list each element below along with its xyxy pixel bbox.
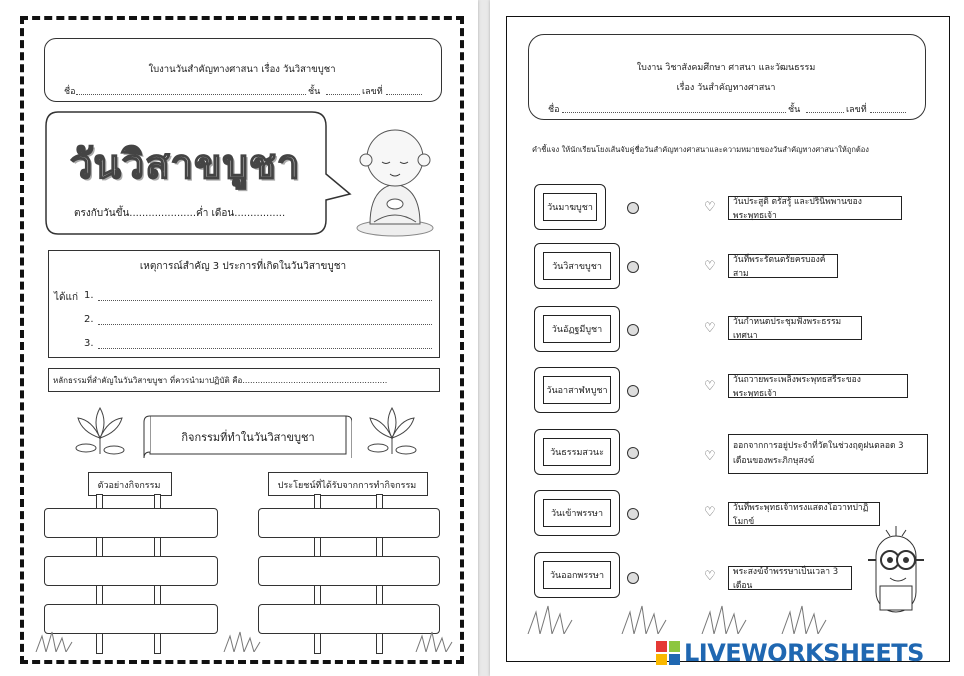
day-item[interactable] xyxy=(534,429,620,475)
heart-icon[interactable]: ♡ xyxy=(704,505,716,520)
match-dot-left[interactable] xyxy=(627,324,639,336)
benefit-answer-box[interactable] xyxy=(258,508,440,538)
number-field[interactable] xyxy=(870,112,906,113)
heart-icon[interactable]: ♡ xyxy=(704,379,716,394)
header-title-2: เรื่อง วันสำคัญทางศาสนา xyxy=(676,83,776,93)
day-item[interactable] xyxy=(534,306,620,352)
grass-icon xyxy=(526,604,574,634)
grass-icon xyxy=(414,630,454,652)
banner-title: วันวิสาขบูชา xyxy=(70,142,301,188)
lotus-icon xyxy=(72,404,128,456)
lotus-icon xyxy=(364,404,420,456)
day-item[interactable] xyxy=(534,367,620,413)
meaning-box[interactable]: ออกจากการอยู่ประจำที่วัดในช่วงฤดูฝนตลอด 3 เดือนของพระภิกษุสงฆ์ xyxy=(728,434,928,474)
match-dot-left[interactable] xyxy=(627,385,639,397)
col1-header: ตัวอย่างกิจกรรม xyxy=(97,481,161,491)
match-dot-left[interactable] xyxy=(627,572,639,584)
principle-line[interactable]: หลักธรรมที่สำคัญในวันวิสาขบูชา ที่ควรนำมาปฏิบัติ คือ......................................................... xyxy=(53,376,388,385)
class-label: ชั้น xyxy=(308,87,321,97)
day-label: วันธรรมสวนะ xyxy=(543,438,611,466)
logo-icon xyxy=(656,641,680,665)
day-item[interactable] xyxy=(534,490,620,536)
activity-answer-box[interactable] xyxy=(44,556,218,586)
activity-answer-box[interactable] xyxy=(44,508,218,538)
event-number: 3. xyxy=(84,338,94,349)
class-field[interactable] xyxy=(326,94,360,95)
event-line[interactable] xyxy=(98,324,432,325)
header-title: ใบงานวันสำคัญทางศาสนา เรื่อง วันวิสาขบูชา xyxy=(148,64,336,75)
heart-icon[interactable]: ♡ xyxy=(704,449,716,464)
event-line[interactable] xyxy=(98,300,432,301)
watermark-text: LIVEWORKSHEETS xyxy=(684,639,924,667)
worksheet-page-right xyxy=(490,0,964,676)
events-lead: ได้แก่ xyxy=(54,292,79,303)
match-dot-left[interactable] xyxy=(627,447,639,459)
day-label: วันเข้าพรรษา xyxy=(543,499,611,527)
meaning-box[interactable]: วันถวายพระเพลิงพระพุทธสรีระของพระพุทธเจ้า xyxy=(728,374,908,398)
event-line[interactable] xyxy=(98,348,432,349)
benefit-answer-box[interactable] xyxy=(258,556,440,586)
monk-illustration xyxy=(350,112,440,238)
events-title: เหตุการณ์สำคัญ 3 ประการที่เกิดในวันวิสาขบูชา xyxy=(139,261,347,272)
grass-icon xyxy=(700,604,748,634)
heart-icon[interactable]: ♡ xyxy=(704,200,716,215)
grass-icon xyxy=(222,630,262,652)
name-field[interactable] xyxy=(76,94,306,95)
meaning-box[interactable]: วันกำหนดประชุมฟังพระธรรมเทศนา xyxy=(728,316,862,340)
meaning-box[interactable]: วันที่พระพุทธเจ้าทรงแสดงโอวาทปาฏิโมกข์ xyxy=(728,502,880,526)
day-item[interactable] xyxy=(534,243,620,289)
day-label: วันวิสาขบูชา xyxy=(543,252,611,280)
class-label: ชั้น xyxy=(788,105,801,115)
number-field[interactable] xyxy=(386,94,422,95)
activities-title: กิจกรรมที่ทำในวันวิสาขบูชา xyxy=(181,431,315,444)
heart-icon[interactable]: ♡ xyxy=(704,569,716,584)
match-dot-left[interactable] xyxy=(627,508,639,520)
name-label: ชื่อ xyxy=(64,87,76,97)
grass-icon xyxy=(780,604,828,634)
meaning-box[interactable]: พระสงฆ์จำพรรษาเป็นเวลา 3 เดือน xyxy=(728,566,852,590)
benefit-answer-box[interactable] xyxy=(258,604,440,634)
minion-illustration xyxy=(860,522,930,622)
day-label: วันอัฏฐมีบูชา xyxy=(543,315,611,343)
day-label: วันมาฆบูชา xyxy=(543,193,597,221)
match-dot-left[interactable] xyxy=(627,202,639,214)
name-field[interactable] xyxy=(562,112,786,113)
day-item[interactable] xyxy=(534,184,606,230)
number-label: เลขที่ xyxy=(362,87,383,97)
day-item[interactable] xyxy=(534,552,620,598)
day-label: วันออกพรรษา xyxy=(543,561,611,589)
grass-icon xyxy=(34,630,74,652)
meaning-box[interactable]: วันที่พระรัตนตรัยครบองค์สาม xyxy=(728,254,838,278)
header-title-1: ใบงาน วิชาสังคมศึกษา ศาสนา และวัฒนธรรม xyxy=(636,63,816,73)
event-number: 1. xyxy=(84,290,94,301)
meaning-box[interactable]: วันประสูติ ตรัสรู้ และปรินิพพานของพระพุทธเจ้า xyxy=(728,196,902,220)
match-dot-left[interactable] xyxy=(627,261,639,273)
number-label: เลขที่ xyxy=(846,105,867,115)
liveworksheets-logo xyxy=(656,636,956,670)
instruction-text: คำชี้แจง ให้นักเรียนโยงเส้นจับคู่ชื่อวันสำคัญทางศาสนาและความหมายของวันสำคัญทางศาสนาให้ถูกต้อง xyxy=(532,145,869,154)
name-label: ชื่อ xyxy=(548,105,560,115)
day-label: วันอาสาฬหบูชา xyxy=(543,376,611,404)
class-field[interactable] xyxy=(806,112,844,113)
banner-date-line: ตรงกับวันขึ้น.....................ค่ำ เดือน................ xyxy=(74,208,286,219)
event-number: 2. xyxy=(84,314,94,325)
heart-icon[interactable]: ♡ xyxy=(704,321,716,336)
heart-icon[interactable]: ♡ xyxy=(704,259,716,274)
col2-header: ประโยชน์ที่ได้รับจากการทำกิจกรรม xyxy=(277,481,417,491)
worksheet-page-left xyxy=(0,0,478,676)
grass-icon xyxy=(620,604,668,634)
